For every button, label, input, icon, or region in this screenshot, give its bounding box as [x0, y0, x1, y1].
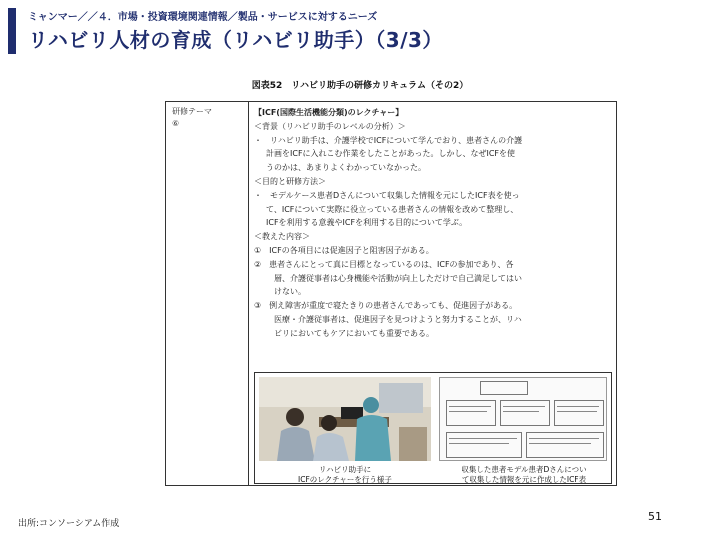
body-line: ③ 例え障害が重度で寝たきりの患者さんであっても、促進因子がある。	[254, 301, 518, 311]
body-line: けない。	[274, 287, 306, 297]
icf-form-thumbnail	[439, 377, 607, 461]
body-line: ① ICFの各項目には促進因子と阻害因子がある。	[254, 245, 434, 255]
body-line: 層、介護従事者は心身機能や活動が向上しただけで自己満足してはい	[274, 273, 522, 283]
page-number: 51	[648, 510, 662, 523]
form-cell	[554, 400, 604, 426]
lecture-photo	[259, 377, 431, 461]
body-line: ビリにおいてもケアにおいても重要である。	[274, 328, 434, 338]
body-line: 医療・介護従事者は、促進因子を見つけようと努力することが、リハ	[274, 314, 522, 324]
subsection-heading: ＜背景（リハビリ助手のレベルの分析）＞	[254, 121, 406, 131]
curriculum-body	[254, 106, 612, 341]
body-line: て、ICFについて実際に役立っている患者さんの情報を改めて整理し、	[266, 204, 519, 214]
form-caption-line: 収集した患者モデル患者Dさんについ	[461, 465, 587, 474]
title-accent-bar	[8, 8, 16, 54]
photo-caption-line: ICFのレクチャーを行う様子	[298, 475, 392, 484]
figure-photo-row	[254, 372, 612, 484]
theme-label: 研修テーマ	[172, 107, 212, 116]
form-cell	[446, 400, 496, 426]
figure-caption: 図表52 リハビリ助手の研修カリキュラム（その2）	[251, 81, 469, 91]
subsection-heading: ＜目的と研修方法＞	[254, 176, 326, 186]
breadcrumb: ミャンマー／／４．市場・投資環境関連情報／製品・サービスに対するニーズ	[28, 12, 378, 23]
body-line: 計画をICFに入れこむ作業をしたことがあった。しかし、なぜICFを使	[266, 149, 516, 159]
lecture-photo-illustration	[259, 377, 431, 461]
form-cell	[446, 432, 522, 458]
curriculum-document-image	[165, 101, 617, 486]
body-line: ICFを利用する意義やICFを利用する目的について学ぶ。	[266, 218, 468, 228]
body-line: ・ モデルケース患者Dさんについて収集した情報を元にしたICF表を使っ	[254, 190, 520, 200]
section-heading: 【ICF(国際生活機能分類)のレクチャー】	[254, 108, 404, 117]
form-cell	[500, 400, 550, 426]
column-divider	[248, 102, 249, 485]
form-caption-line: て収集した情報を元に作成したICF表	[461, 475, 587, 484]
body-line: うのかは、あまりよくわかっていなかった。	[266, 163, 426, 173]
photo-caption	[259, 465, 431, 485]
form-cell	[480, 381, 528, 395]
page-title: リハビリ人材の育成（リハビリ助手）（3/3）	[28, 28, 443, 52]
form-cell	[526, 432, 604, 458]
body-line: ② 患者さんにとって真に目標となっているのは、ICFの参加であり、各	[254, 259, 514, 269]
theme-label-column	[172, 106, 212, 130]
photo-caption-line: リハビリ助手に	[318, 465, 372, 474]
form-caption	[439, 465, 609, 485]
subsection-heading: ＜教えた内容＞	[254, 232, 310, 242]
source-note: 出所:コンソーシアム作成	[18, 519, 120, 529]
theme-number: ⑥	[172, 119, 180, 128]
body-line: ・ リハビリ助手は、介護学校でICFについて学んでおり、患者さんの介護	[254, 135, 523, 145]
